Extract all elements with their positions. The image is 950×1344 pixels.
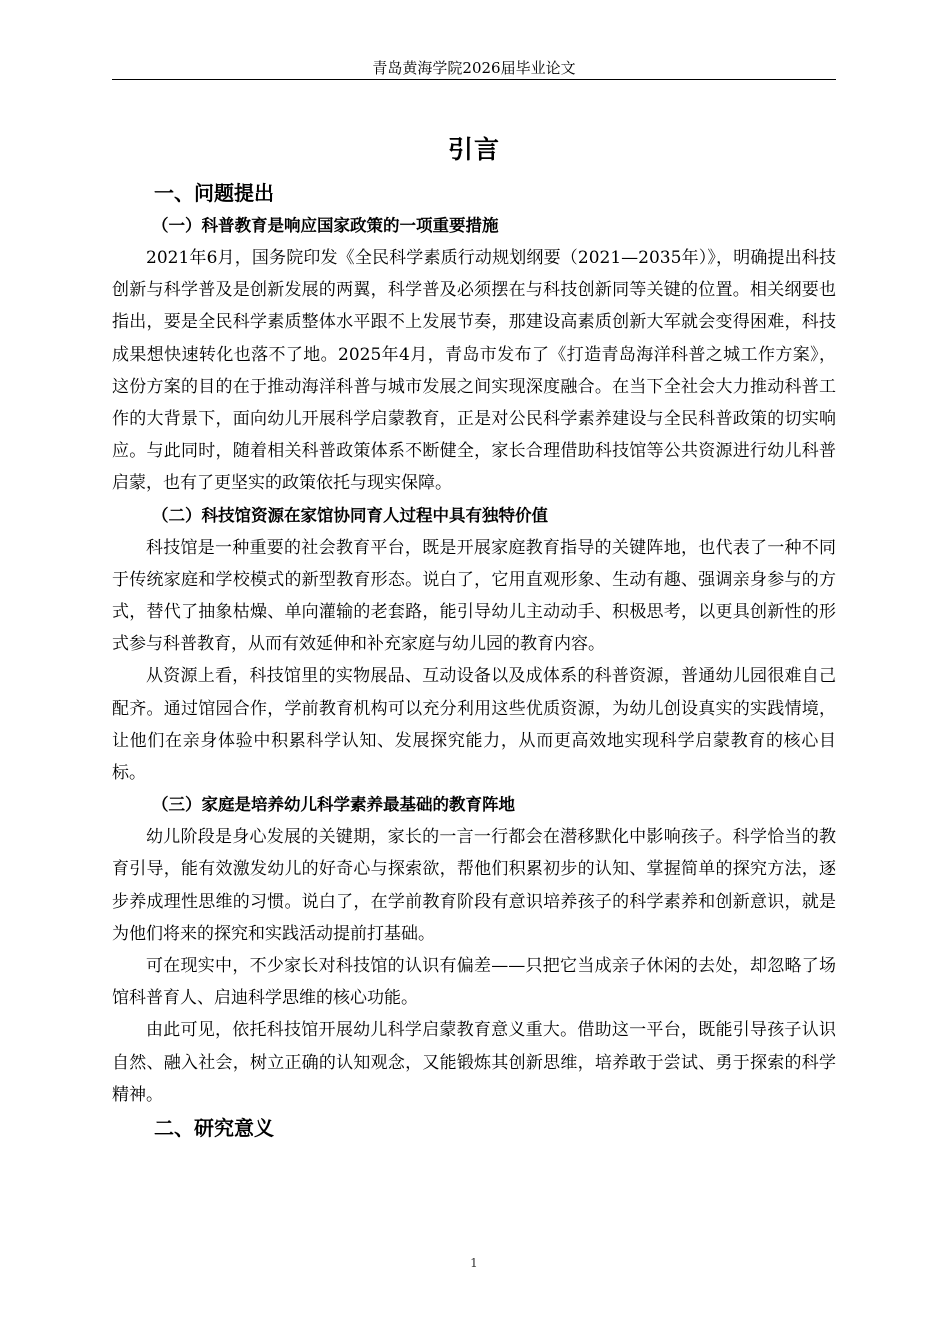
paragraph-family-misconception: 可在现实中，不少家长对科技馆的认识有偏差——只把它当成亲子休闲的去处，却忽略了场馆科普育人、启迪科学思维的核心功能。 [112,956,836,1009]
section-heading-significance: 二、研究意义 [154,1116,274,1141]
page-number: 1 [470,1256,478,1270]
subsection-heading-policy: （一）科普教育是响应国家政策的一项重要措施 [152,216,499,235]
header-rule [112,79,836,80]
paragraph-family-guidance: 幼儿阶段是身心发展的关键期，家长的一言一行都会在潜移默化中影响孩子。科学恰当的教育引导，能有效激发幼儿的好奇心与探索欲，帮他们积累初步的认知、掌握简单的探究方法，逐步养成理性思维的习惯。说白了，在学前教育阶段有意识培养孩子的科学素养和创新意识，就是为他们将来的探究和实践活动提前打基础。 [112,827,836,944]
subsection-heading-family: （三）家庭是培养幼儿科学素养最基础的教育阵地 [152,795,515,815]
running-header: 青岛黄海学院2026届毕业论文 [372,59,576,77]
subsection-heading-museum-value: （二）科技馆资源在家馆协同育人过程中具有独特价值 [152,505,548,525]
page-title: 引言 [447,135,500,164]
paragraph-family-conclusion: 由此可见，依托科技馆开展幼儿科学启蒙教育意义重大。借助这一平台，既能引导孩子认识自然、融入社会，树立正确的认知观念，又能锻炼其创新思维，培养敢于尝试、勇于探索的科学精神。 [112,1020,836,1105]
paragraph-policy: 2021年6月，国务院印发《全民科学素质行动规划纲要（2021—2035年）》，明确提出科技创新与科学普及是创新发展的两翼，科学普及必须摆在与科技创新同等关键的位置。相关纲要也指出，要是全民科学素质整体水平跟不上发展节奏，那建设高素质创新大军就会变得困难，科技成果想快速转化也落不了地。2025年4月，青岛市发布了《打造青岛海洋科普之城工作方案》，这份方案的目的在于推动海洋科普与城市发展之间实现深度融合。在当下全社会大力推动科普工作的大背景下，面向幼儿开展科学启蒙教育，正是对公民科学素养建设与全民科普政策的切实响应。与此同时，随着相关科普政策体系不断健全，家长合理借助科技馆等公共资源进行幼儿科普启蒙，也有了更坚实的政策依托与现实保障。 [112,248,836,494]
paragraph-museum-resources: 从资源上看，科技馆里的实物展品、互动设备以及成体系的科普资源，普通幼儿园很难自己配齐。通过馆园合作，学前教育机构可以充分利用这些优质资源，为幼儿创设真实的实践情境，让他们在亲身体验中积累科学认知、发展探究能力，从而更高效地实现科学启蒙教育的核心目标。 [112,666,836,784]
section-heading-problem: 一、问题提出 [154,181,274,205]
paragraph-museum-platform: 科技馆是一种重要的社会教育平台，既是开展家庭教育指导的关键阵地，也代表了一种不同于传统家庭和学校模式的新型教育形态。说白了，它用直观形象、生动有趣、强调亲身参与的方式，替代了抽象枯燥、单向灌输的老套路，能引导幼儿主动动手、积极思考，以更具创新性的形式参与科普教育，从而有效延伸和补充家庭与幼儿园的教育内容。 [112,537,836,655]
page-content [112,130,836,1145]
